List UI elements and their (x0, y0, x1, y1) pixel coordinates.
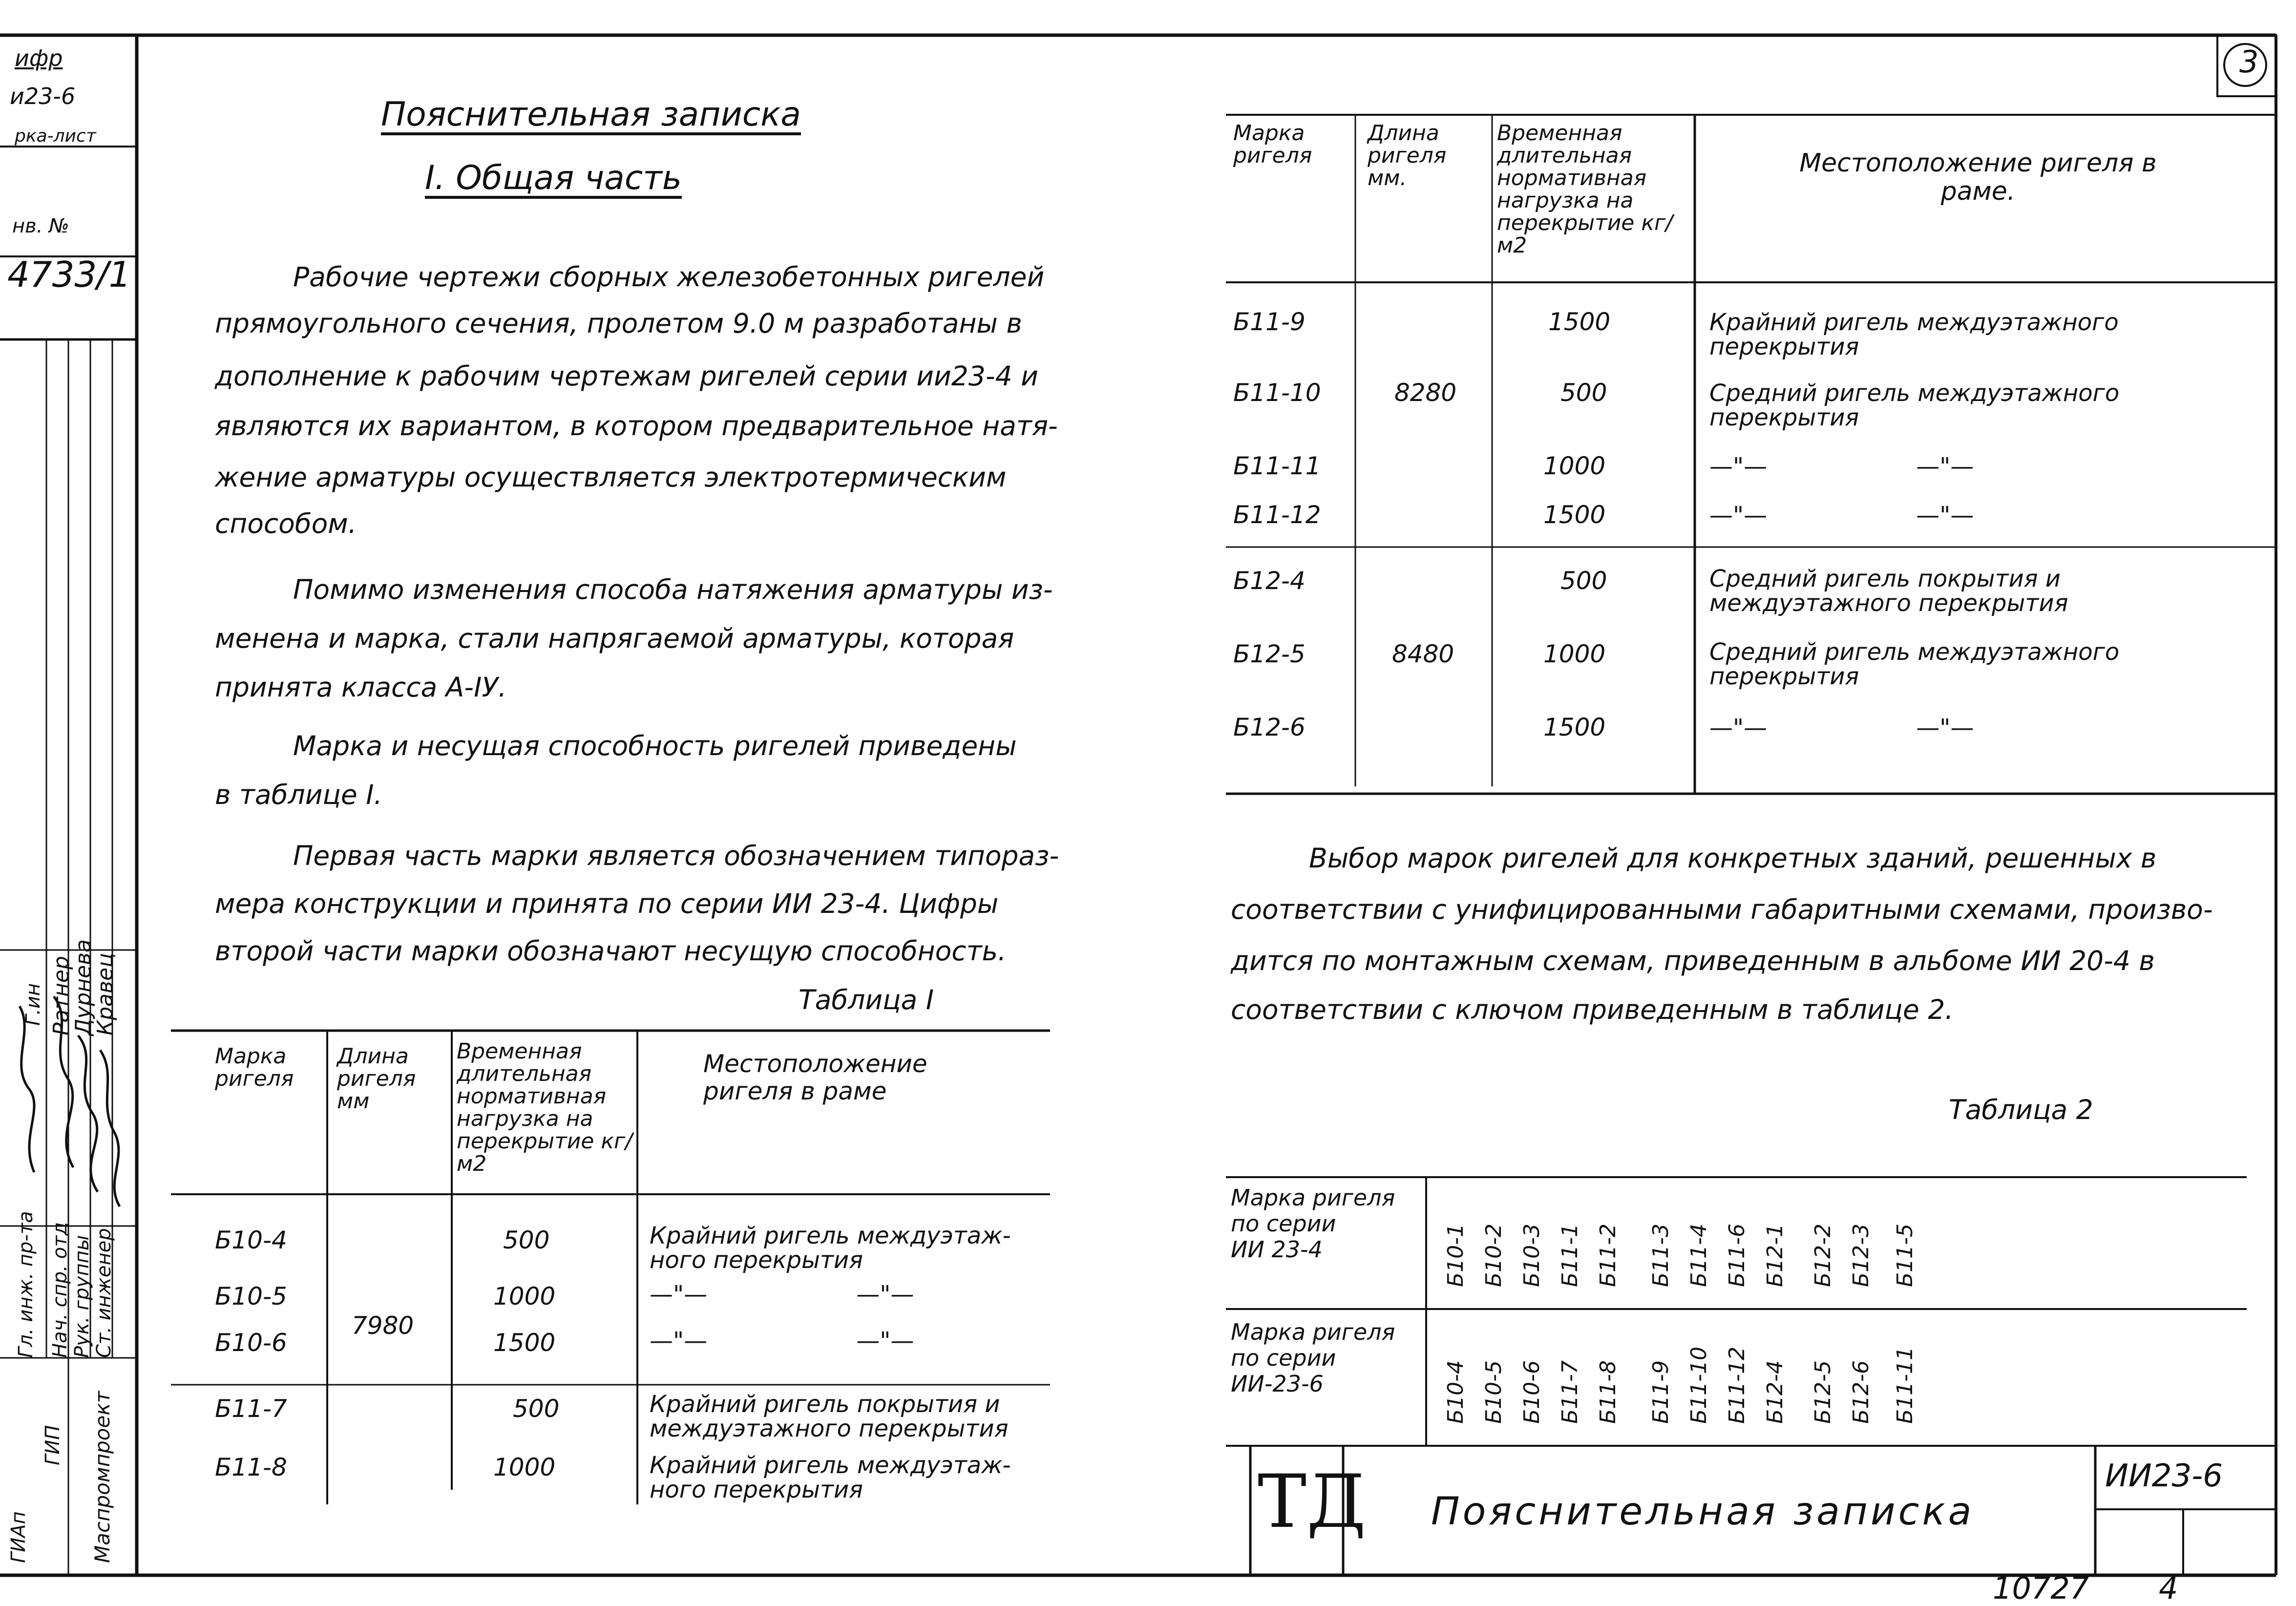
t3-row-1-label-3: ИИ 23-4 (1231, 1236, 1323, 1263)
right-para-line-4: соответствии с ключом приведенным в таблице 2. (1231, 994, 1954, 1025)
t3-row-1-code-8: Б11-6 (1725, 1223, 1749, 1287)
t2-group1-length: 8280 (1394, 379, 1457, 407)
t2-row-6-mark: Б12-5 (1233, 640, 1306, 668)
t2-row-5-location-2: междуэтажного перекрытия (1709, 590, 2068, 617)
para-1-line-1: Рабочие чертежи сборных железобетонных ригелей (293, 261, 1045, 293)
stamp-org-partial-2: ГИАп (7, 1511, 30, 1563)
para-2-line-3: принята класса А-IУ. (215, 672, 507, 703)
t3-row-1-code-12: Б11-5 (1893, 1223, 1917, 1287)
titleblock-name: Пояснительная записка (1431, 1490, 1975, 1534)
t1-row-3-load: 1500 (493, 1329, 556, 1357)
t2-row-2-location-1: Средний ригель междуэтажного (1709, 380, 2120, 407)
t3-row-2-code-3: Б10-6 (1519, 1360, 1544, 1424)
t2-row-4-mark: Б11-12 (1233, 501, 1321, 529)
t2-row-4-location: —"— —"— (1709, 502, 1974, 529)
page-number-circle (2223, 43, 2267, 87)
t3-row-2-label-2: по серии (1231, 1345, 1336, 1371)
t3-row-2-code-10: Б12-5 (1811, 1360, 1835, 1424)
table-1-label: Таблица I (799, 984, 934, 1015)
para-4-line-1: Первая часть марки является обозначением типораз- (293, 840, 1059, 871)
t-right-header-mark: Марка ригеля (1233, 121, 1312, 168)
t2-row-1-load: 1500 (1548, 308, 1611, 336)
t1-header-length: Длина ригеля мм (337, 1044, 416, 1114)
t3-row-2-code-7: Б11-10 (1686, 1346, 1711, 1424)
t1-row-2-mark: Б10-5 (215, 1282, 287, 1310)
t2-row-5-location-1: Средний ригель покрытия и (1709, 565, 2061, 592)
t2-row-3-load: 1000 (1543, 452, 1606, 480)
para-2-line-2: менена и марка, стали напрягаемой арматуры, которая (215, 623, 1014, 654)
t1-row-3-mark: Б10-6 (215, 1329, 287, 1357)
t2-row-1-location-2: перекрытия (1709, 333, 1859, 360)
para-2-line-1: Помимо изменения способа натяжения арматуры из- (293, 574, 1053, 605)
t3-row-2-code-5: Б11-8 (1596, 1360, 1621, 1424)
t1-row-2-load: 1000 (493, 1282, 556, 1310)
t3-row-1-code-7: Б11-4 (1686, 1223, 1711, 1287)
para-3-line-2: в таблице I. (215, 779, 382, 810)
t3-row-1-label-1: Марка ригеля (1231, 1184, 1395, 1211)
t2-group2-length: 8480 (1392, 640, 1454, 668)
t3-row-2-code-11: Б12-6 (1849, 1360, 1874, 1424)
t-right-header-length: Длина ригеля мм. (1368, 121, 1447, 190)
t1-header-mark: Марка ригеля (215, 1044, 294, 1091)
t1-row-1-location-1: Крайний ригель междуэтаж- (650, 1222, 1011, 1249)
stamp-inv-number: 4733/1 (7, 254, 131, 295)
t1-row-5-location-2: ного перекрытия (650, 1476, 863, 1503)
t1-header-location: Местоположение ригеля в раме (703, 1050, 927, 1105)
stamp-role-4: Ст. инженер (93, 1228, 115, 1358)
para-1-line-5: жение арматуры осуществляется электротермическим (215, 462, 1007, 493)
t2-row-6-location-2: перекрытия (1709, 663, 1859, 690)
stamp-name-1: Ратнер (49, 956, 74, 1035)
stamp-name-3: Кравец (93, 952, 118, 1035)
t2-row-1-location-1: Крайний ригель междуэтажного (1709, 309, 2119, 336)
stamp-role-3: Рук. группы (71, 1235, 93, 1358)
t2-row-5-mark: Б12-4 (1233, 567, 1306, 595)
right-para-line-2: соответствии с унифицированными габаритными схемами, произво- (1231, 894, 2213, 925)
t3-row-2-label-1: Марка ригеля (1231, 1319, 1395, 1345)
t2-row-2-mark: Б11-10 (1233, 379, 1321, 407)
t2-row-3-location: —"— —"— (1709, 453, 1974, 480)
t2-row-7-load: 1500 (1543, 713, 1606, 741)
stamp-signatures (0, 977, 137, 1221)
t-right-header-load: Временная длительная нормативная нагрузка на перекрытие кг/м2 (1497, 121, 1673, 258)
t2-row-6-location-1: Средний ригель междуэтажного (1709, 638, 2120, 666)
titleblock-code: ИИ23-6 (2105, 1458, 2223, 1494)
bottom-number: 10727 (1993, 1570, 2089, 1606)
t3-row-2-code-8: Б11-12 (1725, 1346, 1749, 1424)
right-para-line-1: Выбор марок ригелей для конкретных зданий, решенных в (1309, 843, 2157, 874)
stamp-dept: ифр (15, 45, 63, 71)
t-right-header-location: Местоположение ригеля в раме. (1799, 148, 2157, 206)
para-4-line-2: мера конструкции и принята по серии ИИ 23-4. Цифры (215, 888, 999, 919)
stamp-role-header: Г.ин (22, 983, 44, 1026)
t3-row-1-code-6: Б11-3 (1648, 1223, 1673, 1287)
t3-row-1-code-10: Б12-2 (1811, 1223, 1835, 1287)
stamp-role-1: Гл. инж. пр-та (15, 1211, 37, 1358)
t3-row-2-code-9: Б12-4 (1763, 1360, 1788, 1424)
t1-row-3-location: —"— —"— (650, 1327, 914, 1354)
t1-row-5-location-1: Крайний ригель междуэтаж- (650, 1452, 1011, 1479)
t1-row-1-mark: Б10-4 (215, 1226, 287, 1254)
t3-row-1-code-3: Б10-3 (1519, 1223, 1544, 1287)
t3-row-2-label-3: ИИ-23-6 (1231, 1371, 1324, 1397)
t3-row-2-code-6: Б11-9 (1648, 1360, 1673, 1424)
para-1-line-2: прямоугольного сечения, пролетом 9.0 м разработаны в (215, 308, 1022, 339)
t2-row-2-location-2: перекрытия (1709, 404, 1859, 431)
stamp-role-2: Нач. спр. отд (49, 1222, 71, 1358)
para-1-line-3: дополнение к рабочим чертежам ригелей серии ии23-4 и (215, 360, 1038, 392)
t2-row-5-load: 500 (1560, 567, 1607, 595)
t3-row-1-code-4: Б11-1 (1558, 1223, 1582, 1287)
t3-row-1-code-11: Б12-3 (1849, 1223, 1874, 1287)
t1-row-1-location-2: ного перекрытия (650, 1247, 863, 1274)
t2-row-2-load: 500 (1560, 379, 1607, 407)
t3-row-1-label-2: по серии (1231, 1210, 1336, 1237)
t2-row-1-mark: Б11-9 (1233, 308, 1306, 336)
t1-row-4-mark: Б11-7 (215, 1395, 287, 1423)
t3-row-1-code-9: Б12-1 (1763, 1223, 1788, 1287)
t1-row-5-mark: Б11-8 (215, 1453, 287, 1481)
para-3-line-1: Марка и несущая способность ригелей приведены (293, 730, 1017, 761)
t1-row-4-load: 500 (513, 1395, 560, 1423)
t1-row-1-load: 500 (503, 1226, 550, 1254)
section-title: I. Общая часть (425, 159, 682, 197)
t3-row-2-code-4: Б11-7 (1558, 1360, 1582, 1424)
bottom-sheet: 4 (2159, 1570, 2178, 1606)
t3-row-1-code-5: Б11-2 (1596, 1223, 1621, 1287)
t2-row-3-mark: Б11-11 (1233, 452, 1321, 480)
t3-row-2-code-1: Б10-4 (1443, 1360, 1468, 1424)
t2-row-6-load: 1000 (1543, 640, 1606, 668)
stamp-name-2: Дурнева (71, 939, 96, 1035)
t2-row-7-mark: Б12-6 (1233, 713, 1306, 741)
t3-row-2-code-2: Б10-5 (1481, 1360, 1506, 1424)
t1-header-load: Временная длительная нормативная нагрузка на перекрытие кг/м2 (457, 1039, 632, 1176)
para-1-line-4: являются их вариантом, в котором предварительное натя- (215, 410, 1058, 442)
t1-row-4-location-2: междуэтажного перекрытия (650, 1415, 1009, 1442)
table-2-label: Таблица 2 (1949, 1094, 2093, 1125)
t3-row-1-code-2: Б10-2 (1481, 1223, 1506, 1287)
t1-row-4-location-1: Крайний ригель покрытия и (650, 1391, 1000, 1418)
stamp-org-partial: ГИП (42, 1425, 64, 1465)
doc-title: Пояснительная записка (381, 95, 801, 134)
para-4-line-3: второй части марки обозначают несущую способность. (215, 935, 1007, 967)
stamp-org: Маспромпроект (90, 1391, 114, 1563)
t3-row-2-code-12: Б11-11 (1893, 1346, 1917, 1424)
t1-row-2-location: —"— —"— (650, 1281, 914, 1308)
right-para-line-3: дится по монтажным схемам, приведенным в альбоме ИИ 20-4 в (1231, 945, 2155, 976)
t2-row-4-load: 1500 (1543, 501, 1606, 529)
page-number: 3 (2239, 44, 2259, 80)
t3-row-1-code-1: Б10-1 (1443, 1223, 1468, 1287)
t1-length-group: 7980 (352, 1311, 414, 1340)
stamp-inv-label: нв. № (12, 215, 69, 237)
titleblock-logo: ТД (1258, 1459, 1366, 1544)
t1-row-5-load: 1000 (493, 1453, 556, 1481)
stamp-mark-sheet: рка-лист (15, 126, 96, 146)
t2-row-7-location: —"— —"— (1709, 714, 1974, 741)
para-1-line-6: способом. (215, 508, 357, 539)
stamp-series: и23-6 (10, 83, 76, 109)
